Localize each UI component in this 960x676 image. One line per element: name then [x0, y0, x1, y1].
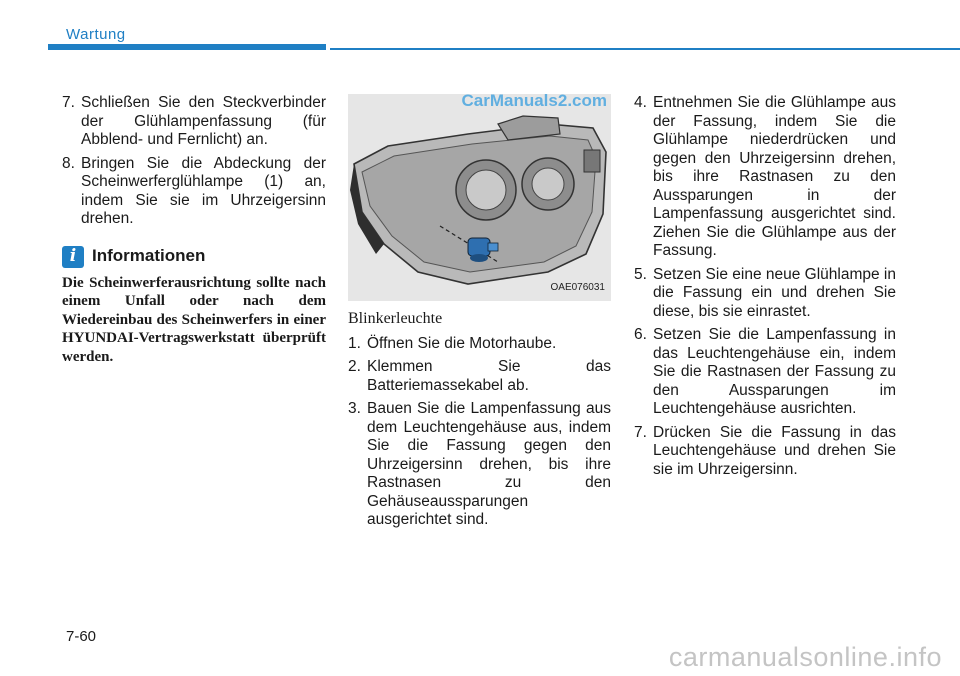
headlamp-figure	[348, 94, 611, 301]
step-number: 7.	[62, 94, 75, 111]
step-text: Entnehmen Sie die Glühlampe aus der Fassung, indem Sie die Glühlampe niederdrücken und gegen den Uhrzeigersinn drehen, bis ihre Rastnasen zu den Aussparungen in der Lampenfassung ausgerichtet sind. Ziehen Sie die Glühlampe aus der Fassung.	[653, 94, 896, 259]
step-text: Schließen Sie den Steckverbinder der Glühlampenfassung (für Abblend- und Fernlicht) an.	[81, 94, 326, 148]
list-item	[634, 266, 896, 322]
watermark: CarManuals2.com	[461, 94, 607, 110]
header-rule-accent	[48, 44, 326, 50]
left-column	[62, 94, 326, 366]
step-text: Bauen Sie die Lampenfassung aus dem Leuchtengehäuse aus, indem Sie die Fassung gegen den Uhrzeigersinn drehen, bis ihre Rastnasen zu den Gehäuseaussparungen ausgerichtet sind.	[367, 400, 611, 528]
figure-code: OAE076031	[550, 281, 605, 293]
list-item	[348, 400, 611, 530]
step-number: 5.	[634, 265, 647, 283]
step-number: 1.	[348, 334, 361, 352]
step-text: Öffnen Sie die Motorhaube.	[367, 334, 557, 352]
step-number: 6.	[634, 326, 647, 343]
list-item	[62, 155, 326, 229]
list-item	[634, 94, 896, 261]
step-number: 2.	[348, 358, 361, 375]
step-number: 4.	[634, 94, 647, 111]
step-text: Klemmen Sie das Batteriemassekabel ab.	[367, 358, 611, 394]
site-footer-link[interactable]: carmanualsonline.info	[668, 642, 942, 672]
headlamp-illustration	[348, 94, 611, 301]
info-title: Informationen	[92, 246, 206, 266]
step-text: Drücken Sie die Fassung in das Leuchtengehäuse und drehen Sie sie im Uhrzeigersinn.	[653, 423, 896, 478]
page-number: 7-60	[66, 628, 97, 645]
left-steps	[62, 94, 326, 229]
info-icon: i	[62, 246, 84, 268]
subheading: Blinkerleuchte	[348, 310, 443, 327]
step-number: 8.	[62, 154, 75, 172]
info-text: Die Scheinwerferausrichtung sollte nach einem Unfall oder nach dem Wiedereinbau des Scheinwerfers in einer HYUNDAI-Vertragswerkstatt überprüft werden.	[62, 274, 326, 365]
list-item	[348, 335, 611, 354]
step-text: Bringen Sie die Abdeckung der Scheinwerferglühlampe (1) an, indem Sie sie im Uhrzeigersinn drehen.	[81, 154, 326, 227]
step-number: 7.	[634, 423, 647, 441]
step-text: Setzen Sie eine neue Glühlampe in die Fassung ein und drehen Sie diese, bis sie einrastet.	[653, 265, 896, 320]
header-rule	[330, 48, 960, 50]
list-item	[634, 424, 896, 480]
middle-steps	[348, 335, 611, 530]
info-heading	[62, 246, 326, 268]
right-column	[634, 94, 896, 484]
step-text: Setzen Sie die Lampenfassung in das Leuchtengehäuse ein, indem Sie die Rastnasen der Fassung zu den Aussparungen im Leuchtengehäuse ausrichten.	[653, 326, 896, 417]
list-item	[62, 94, 326, 150]
list-item	[348, 358, 611, 395]
list-item	[634, 326, 896, 419]
section-title: Wartung	[66, 26, 126, 43]
middle-column	[348, 94, 611, 535]
right-steps	[634, 94, 896, 479]
step-number: 3.	[348, 400, 361, 417]
